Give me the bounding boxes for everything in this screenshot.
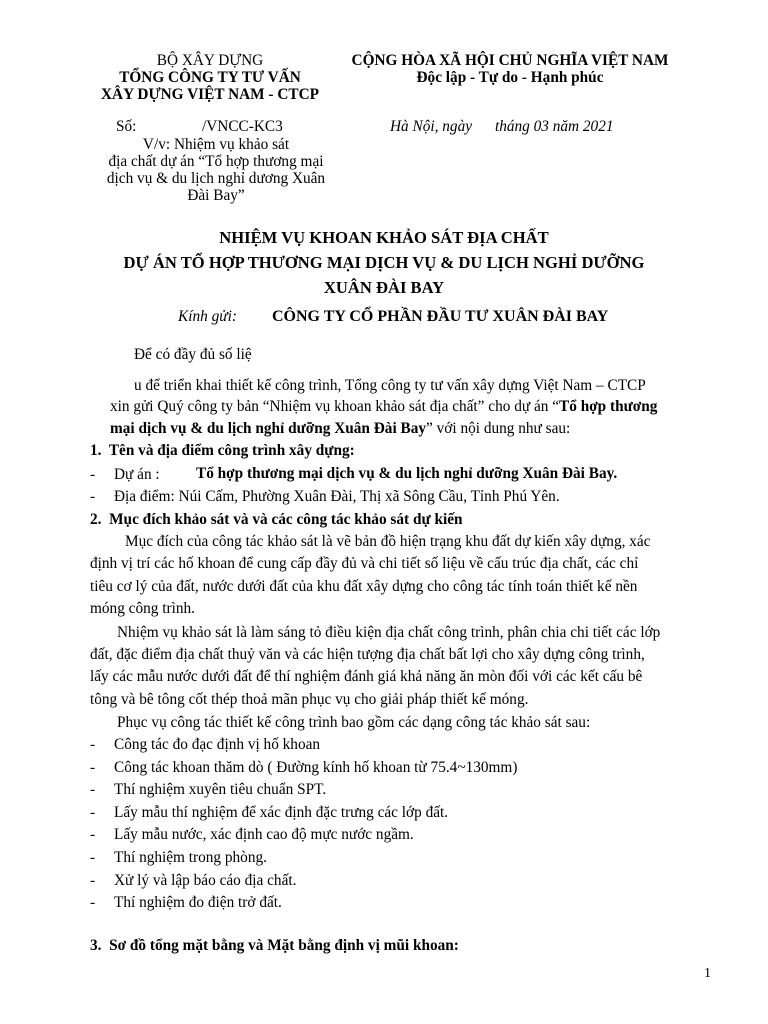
para-line: Phục vụ công tác thiết kế công trình bao gồm các dạng công tác khảo sát sau:: [117, 714, 591, 731]
title-line1: NHIỆM VỤ KHOAN KHẢO SÁT ĐỊA CHẤT: [219, 228, 549, 247]
bullet-dash: -: [90, 759, 96, 776]
intro-project-name: mại dịch vụ & du lịch nghỉ dưỡng Xuân Đài Bay: [110, 420, 427, 437]
national-motto: Độc lập - Tự do - Hạnh phúc: [416, 69, 604, 86]
para-line: Nhiệm vụ khảo sát là làm sáng tỏ điều kiện địa chất công trình, phân chia chi tiết các lớp: [117, 624, 661, 641]
bullet-dash: -: [90, 872, 96, 889]
bullet-dash: -: [90, 849, 96, 866]
intro-line: u để triển khai thiết kế công trình, Tổng công ty tư vấn xây dựng Việt Nam – CTCP: [134, 377, 646, 394]
list-item: Thí nghiệm trong phòng.: [114, 849, 267, 866]
subject-line: V/v: Nhiệm vụ khảo sát: [142, 136, 290, 153]
doc-number: /VNCC-KC3: [202, 118, 283, 135]
page-number: 1: [704, 966, 711, 981]
subject-line: dịch vụ & du lịch nghỉ dương Xuân: [106, 170, 326, 187]
ministry-name: BỘ XÂY DỰNG: [156, 52, 264, 69]
intro-line: [110, 398, 657, 416]
place-date: Hà Nội, ngày tháng 03 năm 2021: [390, 118, 614, 135]
bullet-dash: -: [90, 894, 96, 911]
para-line: lấy các mẫu nước dưới đất để thí nghiệm đánh giá khả năng ăn mòn đối với các kết cấu bê: [90, 668, 643, 685]
document-title: [80, 225, 688, 300]
para-line: móng công trình.: [90, 600, 195, 617]
list-item: Công tác khoan thăm dò ( Đường kính hố khoan từ 75.4~130mm): [114, 759, 518, 776]
list-item: Công tác đo đạc định vị hố khoan: [114, 736, 321, 753]
header-right: [330, 52, 690, 86]
recipient-label: Kính gửi:: [178, 308, 237, 325]
intro-text: xin gửi Quý công ty bản “Nhiệm vụ khoan khảo sát địa chất” cho dự án “: [110, 398, 560, 415]
list-item: Xử lý và lập báo cáo địa chất.: [114, 872, 297, 889]
nation-name: CỘNG HÒA XÃ HỘI CHỦ NGHĨA VIỆT NAM: [351, 52, 669, 69]
company-name-line2: XÂY DỰNG VIỆT NAM - CTCP: [101, 86, 319, 103]
para-line: tông và bê tông cốt thép thoả mãn phục vụ cho giải pháp thiết kế móng.: [90, 691, 529, 708]
header-left: [70, 52, 350, 103]
section1-heading: 1. Tên và địa điểm công trình xây dựng:: [90, 442, 355, 459]
para-line: tiêu cơ lý của đất, nước dưới đất của khu đất xây dựng cho công tác tính toán thiết kế nền: [90, 578, 638, 595]
recipient-name: CÔNG TY CỔ PHẦN ĐẦU TƯ XUÂN ĐÀI BAY: [272, 308, 609, 325]
project-label: Dự án :: [114, 466, 160, 483]
project-name: Tổ hợp thương mại dịch vụ & du lịch nghỉ dưỡng Xuân Đài Bay.: [196, 465, 618, 482]
intro-text: ” với nội dung như sau:: [426, 420, 571, 437]
list-item: Lấy mẫu nước, xác định cao độ mực nước ngầm.: [114, 826, 414, 843]
intro-line: [110, 420, 570, 438]
section2-heading: 2. Mục đích khảo sát và và các công tác khảo sát dự kiến: [90, 511, 463, 528]
subject-block: [96, 136, 336, 204]
bullet-dash: -: [90, 736, 96, 753]
bullet-dash: -: [90, 466, 96, 483]
bullet-dash: -: [90, 826, 96, 843]
title-line2: DỰ ÁN TỔ HỢP THƯƠNG MẠI DỊCH VỤ & DU LỊCH NGHỈ DƯỠNG: [123, 253, 645, 272]
list-item: Thí nghiệm đo điện trở đất.: [114, 894, 282, 911]
bullet-dash: -: [90, 804, 96, 821]
bullet-dash: -: [90, 781, 96, 798]
list-item: Thí nghiệm xuyên tiêu chuẩn SPT.: [114, 781, 327, 798]
intro-project-name: Tổ hợp thương: [559, 398, 658, 415]
title-line3: XUÂN ĐÀI BAY: [323, 278, 445, 297]
para-line: định vị trí các hố khoan để cung cấp đầy đủ và chi tiết số liệu về cấu trúc địa chất, các chỉ: [90, 555, 639, 572]
bullet-dash: -: [90, 488, 96, 505]
subject-line: địa chất dự án “Tổ hợp thương mại: [108, 153, 324, 170]
project-location: Địa điểm: Núi Cấm, Phường Xuân Đài, Thị xã Sông Cầu, Tỉnh Phú Yên.: [114, 488, 560, 505]
section3-heading: 3. Sơ đồ tổng mặt bằng và Mặt bằng định vị mũi khoan:: [90, 937, 459, 954]
list-item: Lấy mẫu thí nghiệm để xác định đặc trưng các lớp đất.: [114, 804, 449, 821]
subject-line: Đài Bay”: [187, 187, 245, 204]
para-line: đất, đặc điểm địa chất thuỷ văn và các hiện tượng địa chất bất lợi cho xây dựng công trình,: [90, 646, 645, 663]
company-name-line1: TỔNG CÔNG TY TƯ VẤN: [119, 69, 301, 86]
doc-number-label: Số:: [116, 118, 137, 135]
para-line: Mục đích của công tác khảo sát là vẽ bản đồ hiện trạng khu đất dự kiến xây dựng, xác: [125, 533, 651, 550]
intro-line: Để có đầy đủ số liệ: [134, 346, 252, 363]
